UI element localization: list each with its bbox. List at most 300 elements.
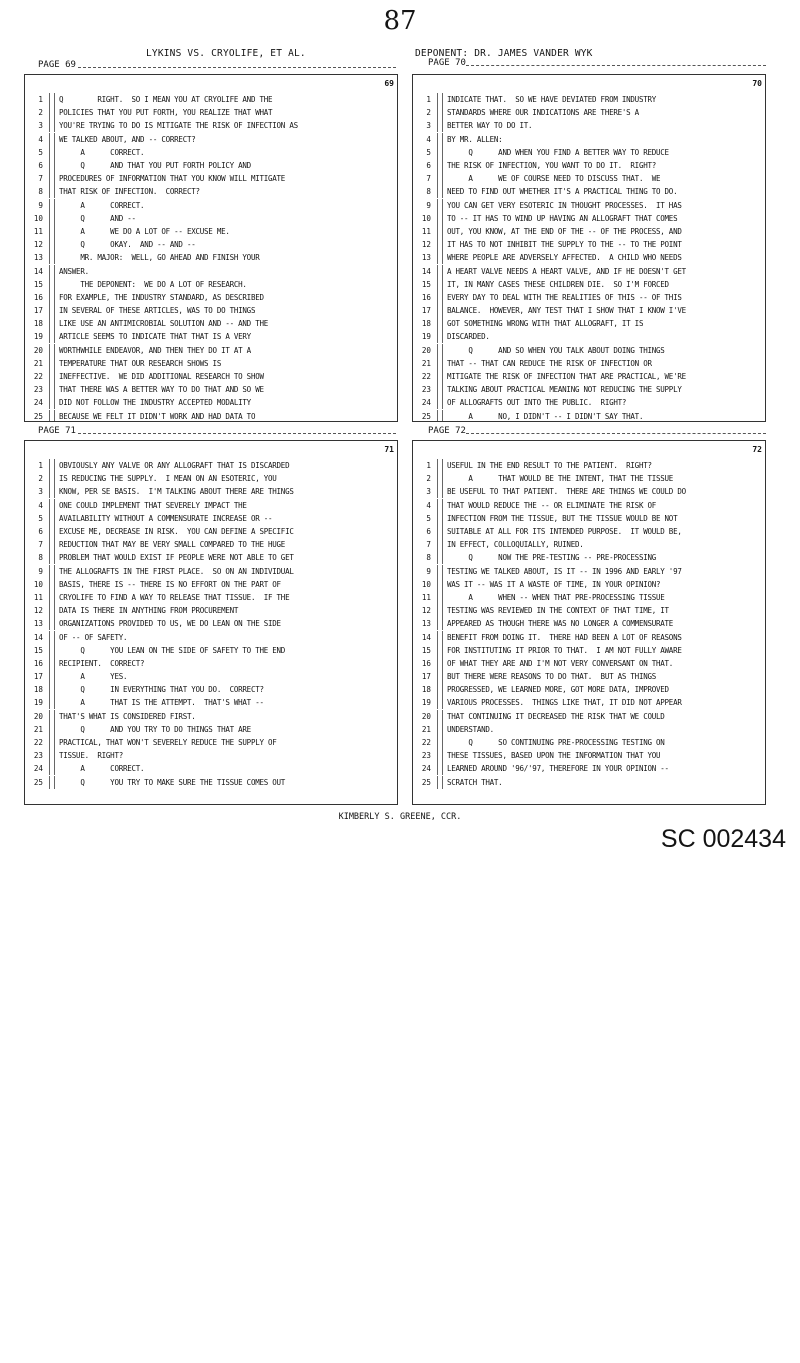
transcript-line bbox=[413, 578, 765, 591]
transcript-line bbox=[413, 736, 765, 749]
transcript-page-71 bbox=[24, 440, 398, 805]
transcript-line bbox=[413, 670, 765, 683]
margin-rule bbox=[49, 199, 55, 212]
margin-rule bbox=[437, 749, 443, 762]
margin-rule bbox=[49, 265, 55, 278]
transcript-line bbox=[25, 264, 397, 277]
margin-rule bbox=[437, 644, 443, 657]
line-text: TESTING WE TALKED ABOUT, IS IT -- IN 1996 AND EARLY '97 bbox=[447, 566, 682, 576]
transcript-line bbox=[25, 710, 397, 723]
line-number: 18 bbox=[421, 319, 431, 329]
transcript-line bbox=[413, 185, 765, 198]
line-text: IT, IN MANY CASES THESE CHILDREN DIE. SO I'M FORCED bbox=[447, 279, 669, 289]
margin-rule bbox=[437, 736, 443, 749]
transcript-line bbox=[25, 762, 397, 775]
line-number: 18 bbox=[421, 685, 431, 695]
line-number: 25 bbox=[421, 411, 431, 421]
line-text: YOU CAN GET VERY ESOTERIC IN THOUGHT PROCESSES. IT HAS bbox=[447, 200, 682, 210]
transcript-lines bbox=[413, 459, 765, 789]
line-number: 14 bbox=[421, 266, 431, 276]
line-number: 7 bbox=[38, 540, 43, 550]
transcript-line bbox=[413, 525, 765, 538]
line-number: 23 bbox=[33, 751, 43, 761]
line-number: 14 bbox=[421, 632, 431, 642]
line-number: 9 bbox=[38, 566, 43, 576]
line-text: Q AND SO WHEN YOU TALK ABOUT DOING THINGS bbox=[447, 345, 665, 355]
transcript-line bbox=[413, 264, 765, 277]
transcript-line bbox=[413, 119, 765, 132]
transcript-line bbox=[413, 199, 765, 212]
transcript-line bbox=[413, 565, 765, 578]
line-number: 1 bbox=[38, 95, 43, 105]
transcript-line bbox=[25, 410, 397, 423]
transcript-line bbox=[413, 776, 765, 789]
transcript-line bbox=[25, 93, 397, 106]
line-text: Q OKAY. AND -- AND -- bbox=[59, 240, 196, 250]
transcript-line bbox=[413, 396, 765, 409]
transcript-line bbox=[413, 683, 765, 696]
line-text: OF -- OF SAFETY. bbox=[59, 632, 128, 642]
line-number: 11 bbox=[421, 592, 431, 602]
line-text: TO -- IT HAS TO WIND UP HAVING AN ALLOGRAFT THAT COMES bbox=[447, 213, 678, 223]
transcript-line bbox=[413, 291, 765, 304]
line-number: 21 bbox=[421, 358, 431, 368]
margin-rule bbox=[437, 199, 443, 212]
line-number: 16 bbox=[33, 292, 43, 302]
transcript-line bbox=[25, 212, 397, 225]
line-text: WE TALKED ABOUT, AND -- CORRECT? bbox=[59, 134, 196, 144]
margin-rule bbox=[437, 238, 443, 251]
line-number: 24 bbox=[33, 398, 43, 408]
transcript-line bbox=[25, 644, 397, 657]
transcript-line bbox=[25, 304, 397, 317]
line-text: OBVIOUSLY ANY VALVE OR ANY ALLOGRAFT THAT IS DISCARDED bbox=[59, 461, 290, 471]
margin-rule bbox=[49, 278, 55, 291]
margin-rule bbox=[437, 551, 443, 564]
margin-rule bbox=[437, 383, 443, 396]
line-number: 10 bbox=[33, 213, 43, 223]
transcript-line bbox=[25, 776, 397, 789]
line-text: THAT THERE WAS A BETTER WAY TO DO THAT AND SO WE bbox=[59, 385, 264, 395]
line-number: 1 bbox=[38, 461, 43, 471]
line-text: DATA IS THERE IN ANYTHING FROM PROCUREMENT bbox=[59, 606, 239, 616]
line-text: A YES. bbox=[59, 672, 128, 682]
line-number: 17 bbox=[33, 306, 43, 316]
margin-rule bbox=[49, 225, 55, 238]
margin-rule bbox=[49, 723, 55, 736]
line-text: Q IN EVERYTHING THAT YOU DO. CORRECT? bbox=[59, 685, 264, 695]
margin-rule bbox=[437, 251, 443, 264]
transcript-lines bbox=[413, 93, 765, 422]
line-text: INFECTION FROM THE TISSUE, BUT THE TISSUE WOULD BE NOT bbox=[447, 513, 678, 523]
margin-rule bbox=[49, 212, 55, 225]
line-text: OF WHAT THEY ARE AND I'M NOT VERY CONVERSANT ON THAT. bbox=[447, 658, 674, 668]
transcript-line bbox=[25, 383, 397, 396]
margin-rule bbox=[49, 710, 55, 723]
margin-rule bbox=[437, 278, 443, 291]
line-number: 19 bbox=[421, 698, 431, 708]
line-text: TEMPERATURE THAT OUR RESEARCH SHOWS IS bbox=[59, 358, 222, 368]
margin-rule bbox=[437, 119, 443, 132]
transcript-line bbox=[25, 370, 397, 383]
margin-rule bbox=[437, 317, 443, 330]
line-number: 13 bbox=[421, 619, 431, 629]
transcript-line bbox=[413, 370, 765, 383]
margin-rule bbox=[437, 410, 443, 422]
line-number: 5 bbox=[426, 513, 431, 523]
line-text: THE ALLOGRAFTS IN THE FIRST PLACE. SO ON AN INDIVIDUAL bbox=[59, 566, 294, 576]
line-number: 9 bbox=[38, 200, 43, 210]
line-number: 9 bbox=[426, 200, 431, 210]
line-text: Q AND -- bbox=[59, 213, 136, 223]
margin-rule bbox=[49, 736, 55, 749]
margin-rule bbox=[49, 617, 55, 630]
margin-rule bbox=[49, 551, 55, 564]
line-text: A CORRECT. bbox=[59, 200, 145, 210]
line-text: Q YOU LEAN ON THE SIDE OF SAFETY TO THE END bbox=[59, 645, 286, 655]
margin-rule bbox=[437, 159, 443, 172]
line-text: ARTICLE SEEMS TO INDICATE THAT THAT IS A VERY bbox=[59, 332, 251, 342]
line-number: 12 bbox=[33, 606, 43, 616]
margin-rule bbox=[437, 265, 443, 278]
line-number: 10 bbox=[421, 213, 431, 223]
line-text: BALANCE. HOWEVER, ANY TEST THAT I SHOW THAT I KNOW I'VE bbox=[447, 306, 686, 316]
line-number: 14 bbox=[33, 266, 43, 276]
line-text: THAT WOULD REDUCE THE -- OR ELIMINATE THE RISK OF bbox=[447, 500, 657, 510]
page-divider bbox=[78, 433, 396, 434]
transcript-line bbox=[25, 133, 397, 146]
transcript-line bbox=[413, 146, 765, 159]
line-text: LIKE USE AN ANTIMICROBIAL SOLUTION AND -- AND THE bbox=[59, 319, 269, 329]
transcript-line bbox=[25, 578, 397, 591]
margin-rule bbox=[437, 538, 443, 551]
transcript-line bbox=[413, 762, 765, 775]
margin-rule bbox=[437, 396, 443, 409]
line-number: 10 bbox=[421, 579, 431, 589]
transcript-line bbox=[413, 133, 765, 146]
transcript-line bbox=[25, 696, 397, 709]
margin-rule bbox=[437, 723, 443, 736]
margin-rule bbox=[437, 578, 443, 591]
transcript-line bbox=[413, 512, 765, 525]
line-number: 8 bbox=[38, 187, 43, 197]
line-number: 24 bbox=[421, 398, 431, 408]
page-divider bbox=[78, 67, 396, 68]
line-number: 13 bbox=[421, 253, 431, 263]
line-text: A HEART VALVE NEEDS A HEART VALVE, AND IF HE DOESN'T GET bbox=[447, 266, 686, 276]
margin-rule bbox=[437, 330, 443, 343]
transcript-line bbox=[413, 604, 765, 617]
line-number: 16 bbox=[33, 658, 43, 668]
line-text: BENEFIT FROM DOING IT. THERE HAD BEEN A LOT OF REASONS bbox=[447, 632, 682, 642]
transcript-line bbox=[413, 696, 765, 709]
line-text: THAT RISK OF INFECTION. CORRECT? bbox=[59, 187, 200, 197]
margin-rule bbox=[437, 172, 443, 185]
line-number: 13 bbox=[33, 619, 43, 629]
margin-rule bbox=[437, 696, 443, 709]
sheet-number: 87 bbox=[383, 6, 417, 36]
margin-rule bbox=[49, 93, 55, 106]
line-text: ONE COULD IMPLEMENT THAT SEVERELY IMPACT THE bbox=[59, 500, 247, 510]
line-number: 8 bbox=[426, 553, 431, 563]
line-number: 11 bbox=[421, 226, 431, 236]
line-number: 12 bbox=[421, 240, 431, 250]
transcript-line bbox=[413, 159, 765, 172]
transcript-line bbox=[25, 119, 397, 132]
line-number: 18 bbox=[33, 685, 43, 695]
margin-rule bbox=[437, 565, 443, 578]
transcript-line bbox=[413, 749, 765, 762]
line-number: 6 bbox=[38, 161, 43, 171]
line-number: 2 bbox=[38, 474, 43, 484]
line-text: IT HAS TO NOT INHIBIT THE SUPPLY TO THE -- TO THE POINT bbox=[447, 240, 682, 250]
margin-rule bbox=[437, 93, 443, 106]
transcript-line bbox=[413, 538, 765, 551]
margin-rule bbox=[437, 604, 443, 617]
line-number: 25 bbox=[33, 777, 43, 787]
line-text: A THAT WOULD BE THE INTENT, THAT THE TISSUE bbox=[447, 474, 674, 484]
line-number: 3 bbox=[426, 121, 431, 131]
case-caption: LYKINS VS. CRYOLIFE, ET AL. bbox=[146, 48, 306, 59]
margin-rule bbox=[437, 683, 443, 696]
margin-rule bbox=[437, 472, 443, 485]
transcript-line bbox=[25, 617, 397, 630]
margin-rule bbox=[49, 291, 55, 304]
line-text: WHERE PEOPLE ARE ADVERSELY AFFECTED. A CHILD WHO NEEDS bbox=[447, 253, 682, 263]
line-text: APPEARED AS THOUGH THERE WAS NO LONGER A COMMENSURATE bbox=[447, 619, 674, 629]
transcript-line bbox=[413, 304, 765, 317]
line-number: 4 bbox=[38, 500, 43, 510]
line-number: 24 bbox=[33, 764, 43, 774]
line-text: PROCEDURES OF INFORMATION THAT YOU KNOW WILL MITIGATE bbox=[59, 174, 286, 184]
transcript-line bbox=[413, 644, 765, 657]
line-number: 20 bbox=[33, 345, 43, 355]
line-text: Q AND THAT YOU PUT FORTH POLICY AND bbox=[59, 161, 251, 171]
margin-rule bbox=[437, 185, 443, 198]
transcript-line bbox=[25, 317, 397, 330]
margin-rule bbox=[49, 538, 55, 551]
line-text: STANDARDS WHERE OUR INDICATIONS ARE THERE'S A bbox=[447, 108, 639, 118]
transcript-page-69 bbox=[24, 74, 398, 422]
transcript-line bbox=[25, 499, 397, 512]
line-number: 4 bbox=[426, 134, 431, 144]
transcript-line bbox=[25, 251, 397, 264]
transcript-lines bbox=[25, 459, 397, 789]
margin-rule bbox=[437, 670, 443, 683]
transcript-line bbox=[413, 317, 765, 330]
margin-rule bbox=[49, 512, 55, 525]
margin-rule bbox=[49, 146, 55, 159]
line-number: 6 bbox=[426, 527, 431, 537]
transcript-line bbox=[25, 396, 397, 409]
line-number: 15 bbox=[33, 279, 43, 289]
page-label: PAGE 72 bbox=[428, 426, 466, 436]
transcript-line bbox=[25, 512, 397, 525]
margin-rule bbox=[49, 357, 55, 370]
line-text: ORGANIZATIONS PROVIDED TO US, WE DO LEAN ON THE SIDE bbox=[59, 619, 281, 629]
line-text: BETTER WAY TO DO IT. bbox=[447, 121, 533, 131]
transcript-line bbox=[413, 657, 765, 670]
line-text: THAT -- THAT CAN REDUCE THE RISK OF INFECTION OR bbox=[447, 358, 652, 368]
transcript-line bbox=[413, 383, 765, 396]
line-number: 12 bbox=[421, 606, 431, 616]
line-text: SUITABLE AT ALL FOR ITS INTENDED PURPOSE. IT WOULD BE, bbox=[447, 527, 682, 537]
line-number: 3 bbox=[38, 121, 43, 131]
margin-rule bbox=[49, 762, 55, 775]
line-number: 21 bbox=[421, 724, 431, 734]
line-number: 23 bbox=[421, 751, 431, 761]
margin-rule bbox=[49, 119, 55, 132]
line-text: A THAT IS THE ATTEMPT. THAT'S WHAT -- bbox=[59, 698, 264, 708]
margin-rule bbox=[437, 657, 443, 670]
margin-rule bbox=[437, 762, 443, 775]
transcript-line bbox=[25, 278, 397, 291]
transcript-line bbox=[25, 525, 397, 538]
transcript-line bbox=[413, 591, 765, 604]
margin-rule bbox=[437, 631, 443, 644]
transcript-line bbox=[25, 106, 397, 119]
line-number: 2 bbox=[38, 108, 43, 118]
line-text: OUT, YOU KNOW, AT THE END OF THE -- OF THE PROCESS, AND bbox=[447, 226, 682, 236]
line-text: VARIOUS PROCESSES. THINGS LIKE THAT, IT DID NOT APPEAR bbox=[447, 698, 682, 708]
margin-rule bbox=[49, 485, 55, 498]
line-text: LEARNED AROUND '96/'97, THEREFORE IN YOUR OPINION -- bbox=[447, 764, 669, 774]
line-number: 1 bbox=[426, 461, 431, 471]
line-number: 11 bbox=[33, 226, 43, 236]
line-number: 19 bbox=[421, 332, 431, 342]
margin-rule bbox=[437, 146, 443, 159]
line-number: 20 bbox=[421, 711, 431, 721]
transcript-line bbox=[413, 278, 765, 291]
line-text: INEFFECTIVE. WE DID ADDITIONAL RESEARCH TO SHOW bbox=[59, 372, 264, 382]
deponent-caption: DEPONENT: DR. JAMES VANDER WYK bbox=[415, 48, 593, 59]
transcript-line bbox=[413, 225, 765, 238]
line-number: 13 bbox=[33, 253, 43, 263]
transcript-line bbox=[25, 172, 397, 185]
line-number: 16 bbox=[421, 292, 431, 302]
line-number: 5 bbox=[38, 147, 43, 157]
margin-rule bbox=[437, 499, 443, 512]
transcript-line bbox=[25, 565, 397, 578]
line-number: 17 bbox=[421, 306, 431, 316]
margin-rule bbox=[437, 776, 443, 789]
margin-rule bbox=[49, 172, 55, 185]
line-text: TISSUE. RIGHT? bbox=[59, 751, 123, 761]
transcript-line bbox=[25, 199, 397, 212]
transcript-line bbox=[413, 551, 765, 564]
line-text: MITIGATE THE RISK OF INFECTION THAT ARE PRACTICAL, WE'RE bbox=[447, 372, 686, 382]
line-number: 9 bbox=[426, 566, 431, 576]
transcript-line bbox=[25, 459, 397, 472]
margin-rule bbox=[437, 344, 443, 357]
line-text: TALKING ABOUT PRACTICAL MEANING NOT REDUCING THE SUPPLY bbox=[447, 385, 682, 395]
transcript-line bbox=[25, 344, 397, 357]
margin-rule bbox=[49, 185, 55, 198]
line-text: RECIPIENT. CORRECT? bbox=[59, 658, 145, 668]
line-number: 25 bbox=[421, 777, 431, 787]
page-divider bbox=[466, 65, 766, 66]
line-number: 2 bbox=[426, 108, 431, 118]
line-text: THE RISK OF INFECTION, YOU WANT TO DO IT. RIGHT? bbox=[447, 161, 657, 171]
margin-rule bbox=[437, 591, 443, 604]
line-text: A NO, I DIDN'T -- I DIDN'T SAY THAT. bbox=[447, 411, 644, 421]
margin-rule bbox=[49, 383, 55, 396]
transcript-line bbox=[413, 330, 765, 343]
transcript-line bbox=[25, 591, 397, 604]
line-number: 25 bbox=[33, 411, 43, 421]
line-text: Q AND YOU TRY TO DO THINGS THAT ARE bbox=[59, 724, 251, 734]
transcript-line bbox=[413, 710, 765, 723]
line-text: THAT CONTINUING IT DECREASED THE RISK THAT WE COULD bbox=[447, 711, 665, 721]
margin-rule bbox=[437, 133, 443, 146]
margin-rule bbox=[49, 683, 55, 696]
transcript-line bbox=[25, 238, 397, 251]
transcript-line bbox=[413, 617, 765, 630]
bates-number: SC 002434 bbox=[660, 825, 786, 853]
page-number: 72 bbox=[752, 445, 762, 454]
page-label: PAGE 71 bbox=[38, 426, 76, 436]
margin-rule bbox=[49, 749, 55, 762]
margin-rule bbox=[49, 525, 55, 538]
line-number: 8 bbox=[426, 187, 431, 197]
margin-rule bbox=[49, 133, 55, 146]
margin-rule bbox=[49, 670, 55, 683]
line-number: 11 bbox=[33, 592, 43, 602]
transcript-line bbox=[25, 159, 397, 172]
transcript-line bbox=[25, 357, 397, 370]
transcript-line bbox=[413, 251, 765, 264]
margin-rule bbox=[49, 776, 55, 789]
line-text: DISCARDED. bbox=[447, 332, 490, 342]
line-text: POLICIES THAT YOU PUT FORTH, YOU REALIZE THAT WHAT bbox=[59, 108, 273, 118]
margin-rule bbox=[49, 344, 55, 357]
margin-rule bbox=[49, 565, 55, 578]
line-text: Q NOW THE PRE-TESTING -- PRE-PROCESSING bbox=[447, 553, 657, 563]
line-text: REDUCTION THAT MAY BE VERY SMALL COMPARED TO THE HUGE bbox=[59, 540, 286, 550]
line-text: IN EFFECT, COLLOQUIALLY, RUINED. bbox=[447, 540, 584, 550]
margin-rule bbox=[437, 710, 443, 723]
margin-rule bbox=[437, 291, 443, 304]
transcript-line bbox=[25, 225, 397, 238]
margin-rule bbox=[437, 212, 443, 225]
margin-rule bbox=[49, 657, 55, 670]
margin-rule bbox=[437, 225, 443, 238]
transcript-line bbox=[413, 630, 765, 643]
line-text: BE USEFUL TO THAT PATIENT. THERE ARE THINGS WE COULD DO bbox=[447, 487, 686, 497]
margin-rule bbox=[49, 106, 55, 119]
line-number: 4 bbox=[38, 134, 43, 144]
line-text: PROGRESSED, WE LEARNED MORE, GOT MORE DATA, IMPROVED bbox=[447, 685, 669, 695]
line-number: 22 bbox=[33, 738, 43, 748]
margin-rule bbox=[49, 396, 55, 409]
line-number: 6 bbox=[426, 161, 431, 171]
line-text: FOR EXAMPLE, THE INDUSTRY STANDARD, AS DESCRIBED bbox=[59, 292, 264, 302]
line-text: WORTHWHILE ENDEAVOR, AND THEN THEY DO IT AT A bbox=[59, 345, 251, 355]
line-number: 14 bbox=[33, 632, 43, 642]
line-number: 20 bbox=[33, 711, 43, 721]
page-number: 70 bbox=[752, 79, 762, 88]
margin-rule bbox=[49, 159, 55, 172]
line-text: KNOW, PER SE BASIS. I'M TALKING ABOUT THERE ARE THINGS bbox=[59, 487, 294, 497]
margin-rule bbox=[49, 238, 55, 251]
line-text: BASIS, THERE IS -- THERE IS NO EFFORT ON THE PART OF bbox=[59, 579, 281, 589]
line-text: CRYOLIFE TO FIND A WAY TO RELEASE THAT TISSUE. IF THE bbox=[59, 592, 290, 602]
page-number: 69 bbox=[384, 79, 394, 88]
line-text: DID NOT FOLLOW THE INDUSTRY ACCEPTED MODALITY bbox=[59, 398, 251, 408]
transcript-line bbox=[25, 604, 397, 617]
transcript-line bbox=[413, 410, 765, 423]
line-number: 22 bbox=[421, 738, 431, 748]
